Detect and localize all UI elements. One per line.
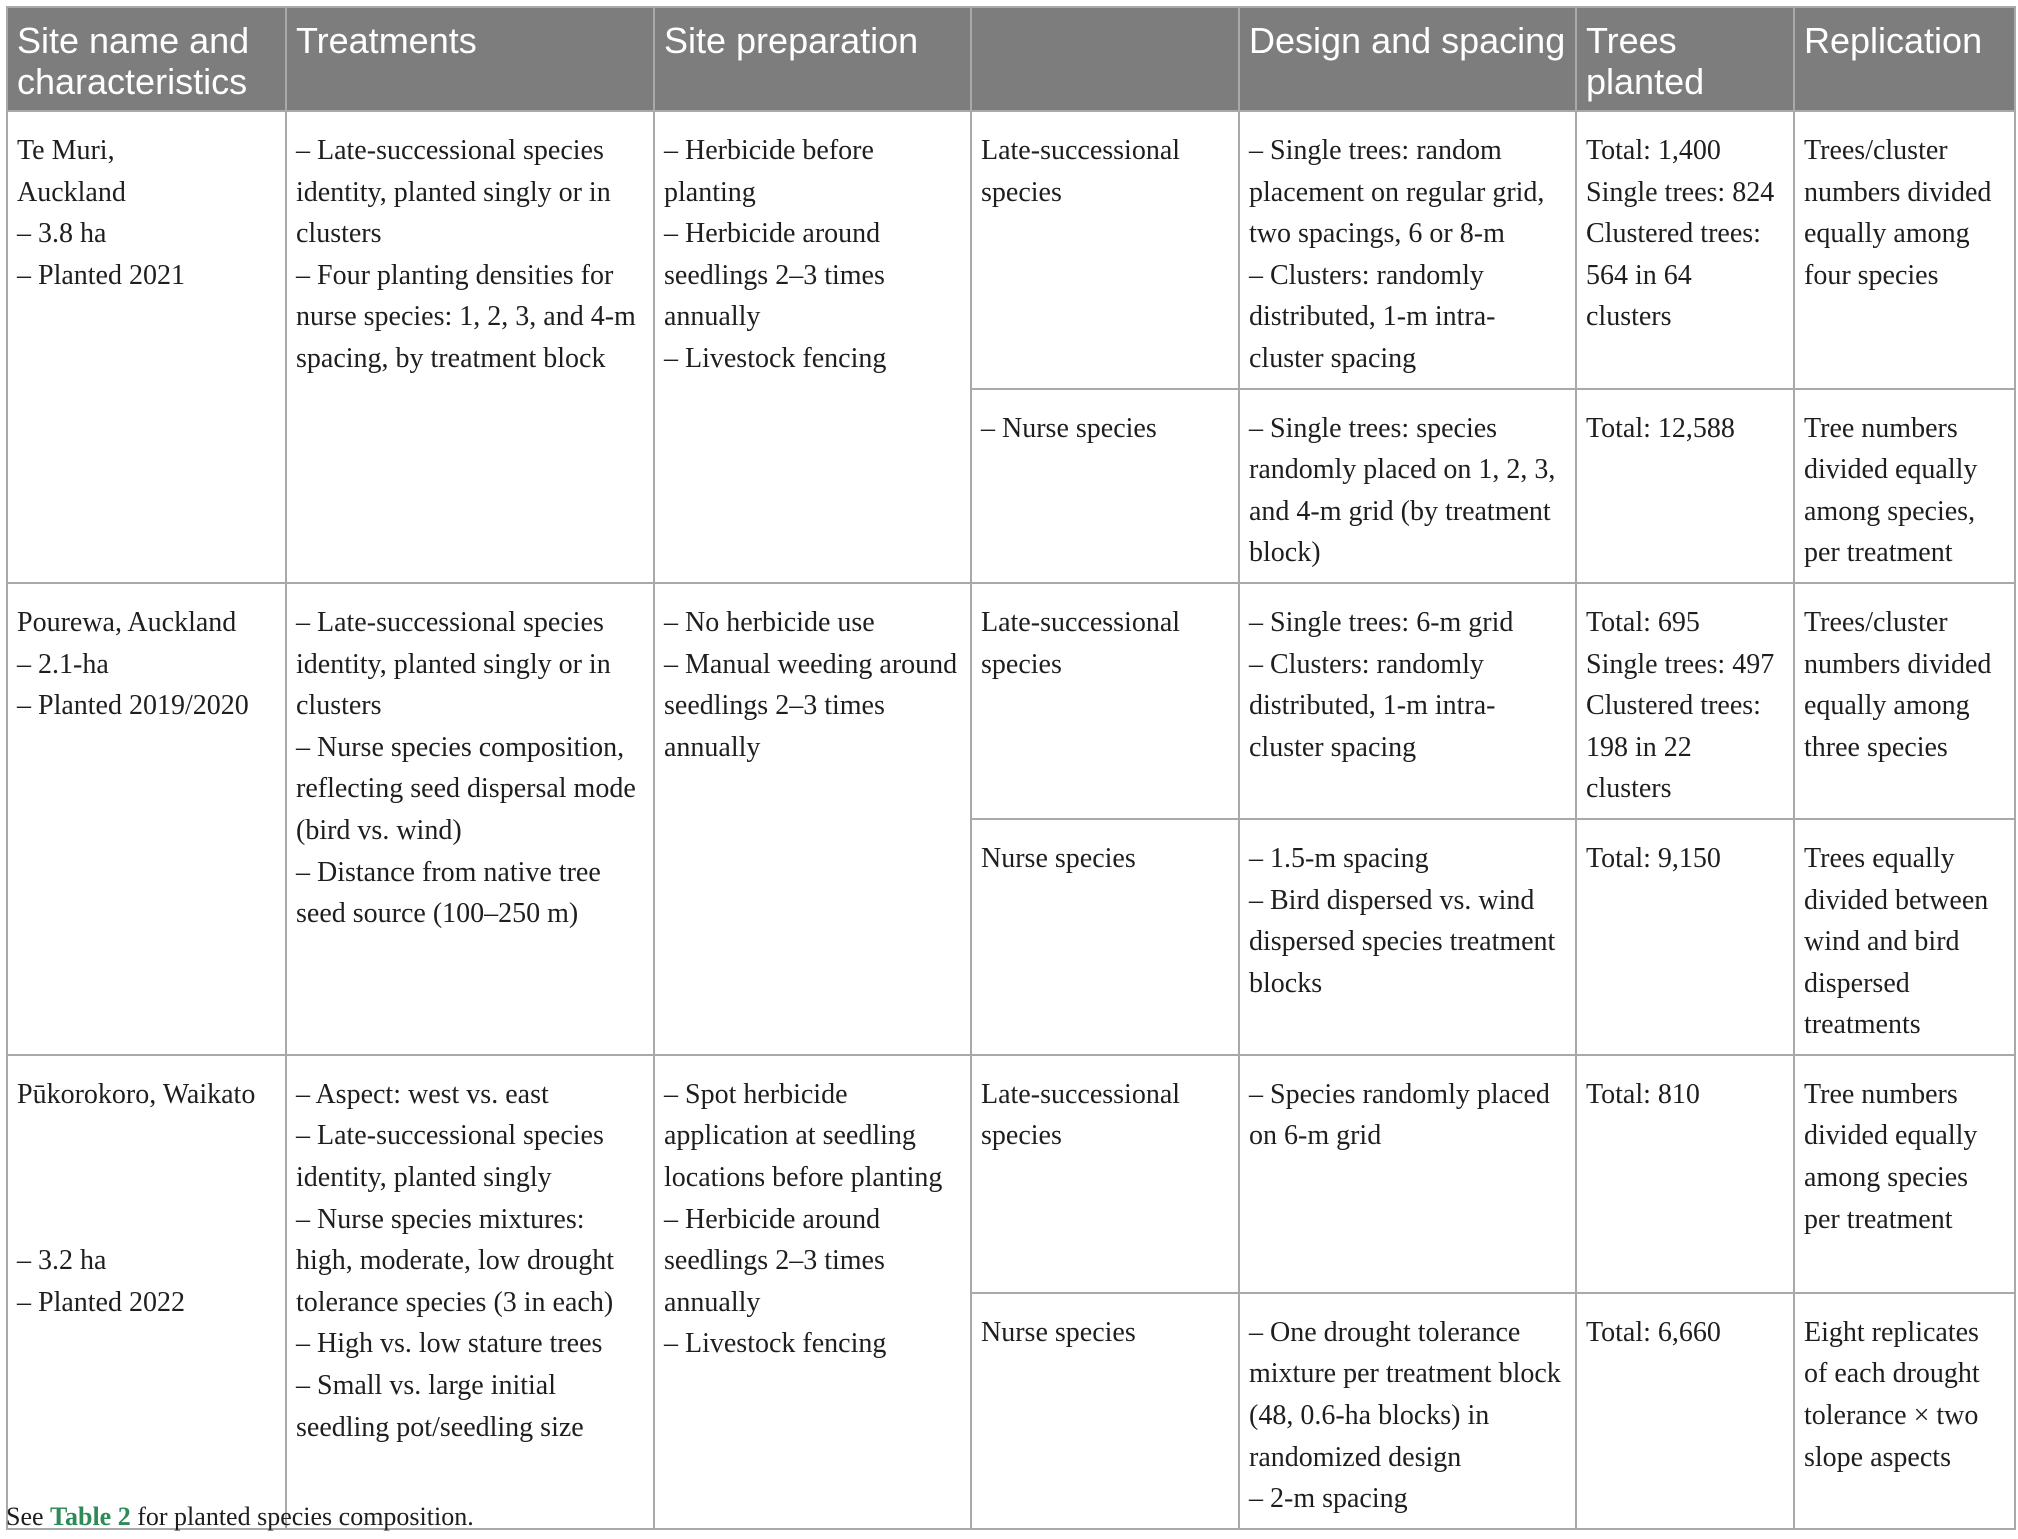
treatment-item: – Late-successional species identity, planted singly [296,1120,604,1194]
group-cell: Late-successional species [971,1055,1239,1293]
trees-item: Clustered trees: 198 in 22 clusters [1586,690,1761,805]
site-prep-item: – Livestock fencing [664,1328,887,1360]
site-prep-item: – Herbicide around seedlings 2–3 times annually [664,218,885,333]
design-cell [1239,583,1576,819]
table-footnote [6,1502,474,1532]
treatment-item: – Aspect: west vs. east [296,1078,549,1110]
trees-cell [1576,819,1794,1055]
site-cell [7,111,286,583]
design-item: – 2-m spacing [1249,1483,1408,1515]
table-row [7,111,2015,389]
replication-cell: Tree numbers divided equally among species, per treatment [1794,389,2015,583]
replication-cell: Eight replicates of each drought tolerance × two slope aspects [1794,1293,2015,1529]
header-treatments: Treatments [286,7,654,111]
design-cell [1239,819,1576,1055]
trees-item: Total: 1,400 [1586,135,1721,166]
site-table [6,6,2016,1530]
trees-cell [1576,583,1794,819]
treatment-item: – Late-successional species identity, planted singly or in clusters [296,606,611,722]
table-row [7,583,2015,819]
site-line: – Planted 2021 [17,259,185,291]
trees-item: Single trees: 497 [1586,648,1775,680]
footnote-suffix: for planted species composition. [130,1502,474,1531]
header-trees: Trees planted [1576,7,1794,111]
trees-cell [1576,1055,1794,1293]
design-item: – Single trees: species randomly placed on 1, 2, 3, and 4-m grid (by treatment block) [1249,412,1556,569]
site-line: Pūkorokoro, Waikato [17,1078,256,1110]
site-prep-item: – Manual weeding around seedlings 2–3 times annually [664,648,958,763]
site-cell [7,1055,286,1529]
table-row [7,1055,2015,1293]
table-container [6,6,2014,1530]
group-cell: – Nurse species [971,389,1239,583]
trees-cell [1576,111,1794,389]
site-line: Te Muri, [17,135,115,166]
group-cell: Late-successional species [971,111,1239,389]
design-item: – Bird dispersed vs. wind dispersed species treatment blocks [1249,884,1556,999]
header-site-preparation: Site preparation [654,7,971,111]
header-replication: Replication [1794,7,2015,111]
table-2-link[interactable]: Table 2 [50,1502,131,1531]
site-prep-cell [654,583,971,1055]
design-item: – Clusters: randomly distributed, 1-m intra-cluster spacing [1249,648,1496,763]
treatment-item: – High vs. low stature trees [296,1328,603,1360]
site-line: – Planted 2019/2020 [17,690,249,722]
header-group [971,7,1239,111]
site-line: Auckland [17,176,126,208]
design-item: – 1.5-m spacing [1249,842,1429,874]
trees-item: Total: 810 [1586,1078,1700,1110]
treatment-item: – Four planting densities for nurse species: 1, 2, 3, and 4-m spacing, by treatment block [296,259,636,374]
treatment-item: – Small vs. large initial seedling pot/seedling size [296,1370,584,1443]
site-prep-item: – No herbicide use [664,606,875,638]
treatment-item: – Nurse species composition, reflecting seed dispersal mode (bird vs. wind) [296,731,636,846]
treatment-item: – Distance from native tree seed source (100–250 m) [296,856,601,930]
trees-cell [1576,1293,1794,1529]
trees-item: Total: 6,660 [1586,1316,1721,1348]
design-cell [1239,1055,1576,1293]
site-line: – Planted 2022 [17,1287,185,1319]
site-line: – 3.2 ha [17,1245,107,1277]
replication-cell: Trees equally divided between wind and bird dispersed treatments [1794,819,2015,1055]
group-cell: Late-successional species [971,583,1239,819]
replication-cell: Trees/cluster numbers divided equally among three species [1794,583,2015,819]
design-cell [1239,111,1576,389]
treatments-cell [286,1055,654,1529]
treatment-item: – Late-successional species identity, planted singly or in clusters [296,135,611,250]
design-cell [1239,1293,1576,1529]
trees-cell [1576,389,1794,583]
design-item: – Clusters: randomly distributed, 1-m intra-cluster spacing [1249,259,1496,374]
trees-item: Clustered trees: 564 in 64 clusters [1586,218,1761,333]
site-cell [7,583,286,1055]
design-cell [1239,389,1576,583]
site-line: – 3.8 ha [17,218,107,250]
group-cell: Nurse species [971,1293,1239,1529]
replication-cell: Trees/cluster numbers divided equally among four species [1794,111,2015,389]
header-design: Design and spacing [1239,7,1576,111]
trees-item: Total: 12,588 [1586,412,1735,444]
site-prep-cell [654,1055,971,1529]
replication-cell: Tree numbers divided equally among species per treatment [1794,1055,2015,1293]
trees-item: Single trees: 824 [1586,176,1775,208]
design-item: – Single trees: 6-m grid [1249,606,1514,638]
treatments-cell [286,583,654,1055]
group-cell: Nurse species [971,819,1239,1055]
site-spacer [17,1115,276,1240]
trees-item: Total: 9,150 [1586,842,1721,874]
design-item: – Single trees: random placement on regular grid, two spacings, 6 or 8-m [1249,135,1545,250]
treatment-item: – Nurse species mixtures: high, moderate, low drought tolerance species (3 in each) [296,1203,615,1318]
design-item: – One drought tolerance mixture per treatment block (48, 0.6-ha blocks) in randomized design [1249,1316,1561,1473]
treatments-cell [286,111,654,583]
site-prep-item: – Spot herbicide application at seedling locations before planting [664,1078,943,1194]
header-site: Site name and characteristics [7,7,286,111]
header-row [7,7,2015,111]
site-prep-item: – Herbicide around seedlings 2–3 times annually [664,1203,885,1318]
site-prep-item: – Herbicide before planting [664,135,874,208]
site-line: – 2.1-ha [17,648,109,680]
design-item: – Species randomly placed on 6-m grid [1249,1078,1550,1152]
site-line: Pourewa, Auckland [17,606,237,638]
footnote-prefix: See [6,1502,51,1531]
site-prep-item: – Livestock fencing [664,342,887,374]
site-prep-cell [654,111,971,583]
trees-item: Total: 695 [1586,606,1700,638]
